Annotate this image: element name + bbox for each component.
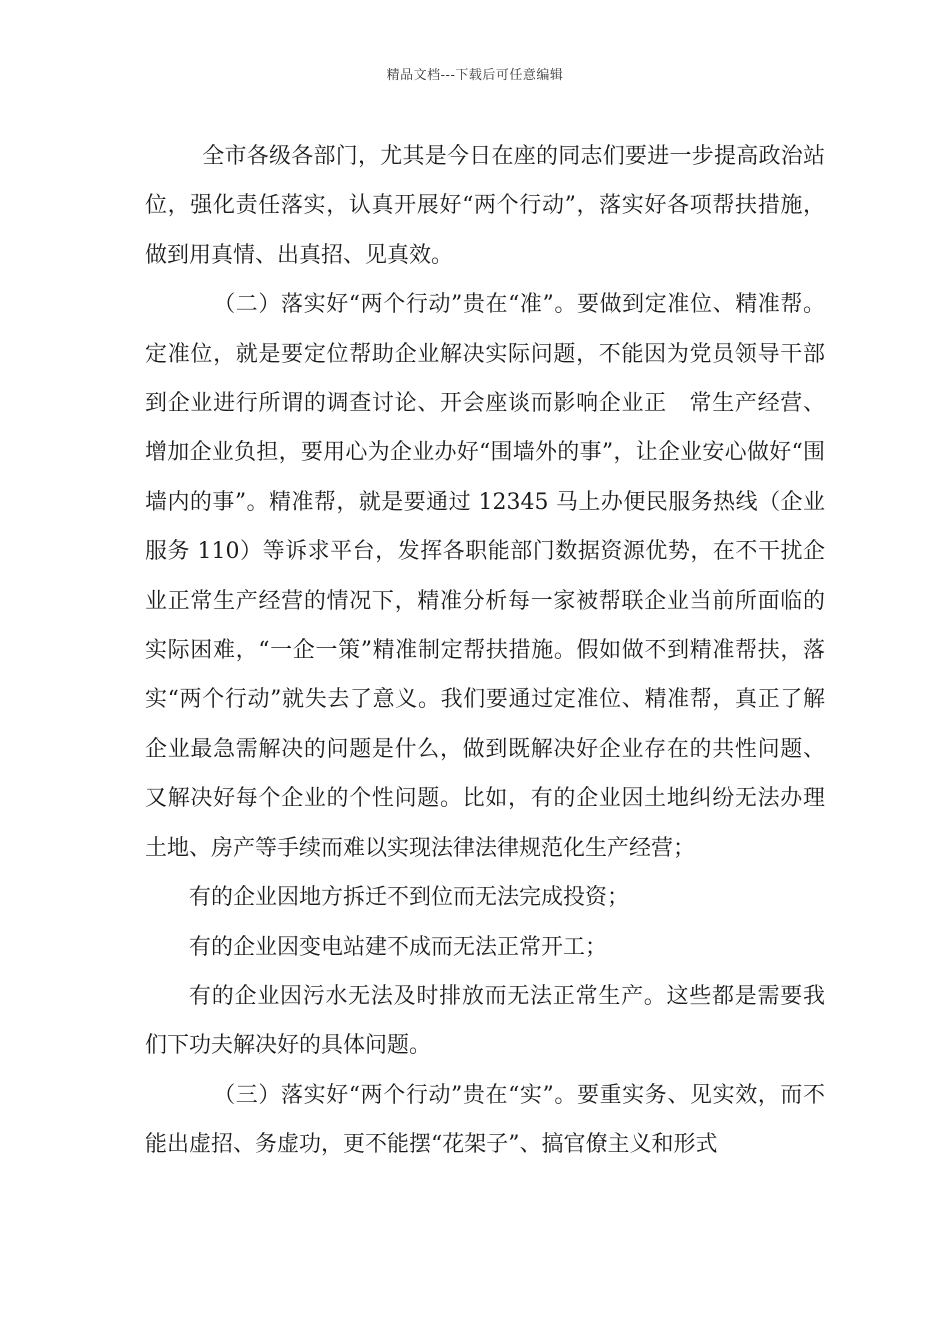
page-header: 精品文档---下载后可任意编辑: [386, 68, 564, 83]
paragraph-2: （二）落实好“两个行动”贵在“准”。要做到定准位、精准帮。定准位，就是要定位帮助企业解决实际问题，不能因为党员领导干部到企业进行所谓的调查讨论、开会座谈而影响企业正 常生产经营、增加企业负担，要用心为企业办好“围墙外的事”，让企业安心做好“围墙内的事”。精准帮，就是要通过 12345 马上办便民服务热线（企业服务 110）等诉求平台，发挥各职能部门数据资源优势，在不干扰企业正常生产经营的情况下，精准分析每一家被帮联企业当前所面临的实际困难，“一企一策”精准制定帮扶措施。假如做不到精准帮扶，落实“两个行动”就失去了意义。我们要通过定准位、精准帮，真正了解企业最急需解决的问题是什么，做到既解决好企业存在的共性问题、又解决好每个企业的个性问题。比如，有的企业因土地纠纷无法办理土地、房产等手续而难以实现法律法律规范化生产经营；: [145, 292, 825, 861]
document-body: [145, 132, 825, 1170]
paragraph-3: 有的企业因地方拆迁不到位而无法完成投资；: [189, 885, 630, 911]
paragraph-1: 全市各级各部门，尤其是今日在座的同志们要进一步提高政治站位，强化责任落实，认真开展好“两个行动”，落实好各项帮扶措施，做到用真情、出真招、见真效。: [145, 144, 825, 268]
paragraph-5: 有的企业因污水无法及时排放而无法正常生产。这些都是需要我们下功夫解决好的具体问题。: [145, 983, 825, 1059]
paragraph-6: （三）落实好“两个行动”贵在“实”。要重实务、见实效，而不能出虚招、务虚功，更不能摆“花架子”、搞官僚主义和形式: [145, 1082, 825, 1158]
paragraph-4: 有的企业因变电站建不成而无法正常开工；: [189, 934, 608, 960]
